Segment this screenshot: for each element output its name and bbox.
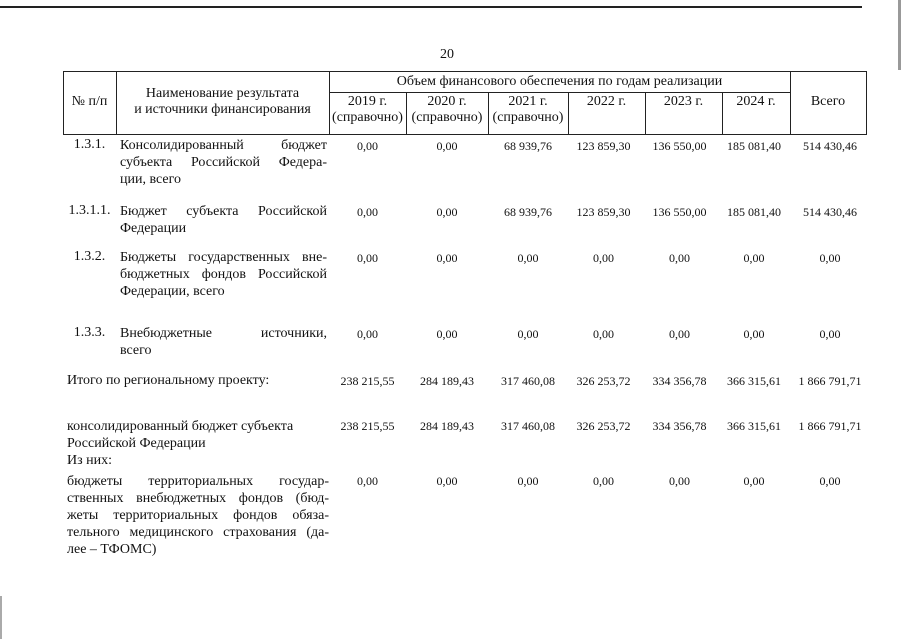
header-year-2020: [406, 94, 488, 126]
summary-label-line: Из них:: [67, 453, 113, 468]
row-label-line: Бюджет субъекта Российской: [120, 204, 327, 219]
value-2020: 0,00: [436, 139, 458, 153]
row-label-line: субъекта Российской Федера-: [120, 155, 327, 170]
header-col-name: [116, 86, 329, 118]
top-border-line: [0, 6, 862, 8]
header-col-total: Всего: [810, 94, 846, 109]
value-2020: 0,00: [436, 205, 458, 219]
header-year-note: (справочно): [411, 110, 483, 125]
summary-label-line: бюджеты территориальных государ-: [67, 474, 329, 489]
row-code: 1.3.2.: [73, 249, 106, 264]
summary-label-line: ственных внебюджетных фондов (бюд-: [67, 491, 329, 506]
value-2021: 317 460,08: [501, 374, 555, 388]
summary-label-line: консолидированный бюджет субъекта: [67, 419, 294, 434]
value-2022: 0,00: [593, 251, 614, 265]
value-total: 0,00: [819, 474, 841, 488]
header-year-2022: 2022 г.: [586, 94, 627, 109]
value-2022: 123 859,30: [576, 205, 631, 219]
header-year-note: (справочно): [492, 110, 564, 125]
value-2024: 0,00: [743, 474, 765, 488]
value-2024: 185 081,40: [727, 205, 781, 219]
value-2020: 284 189,43: [420, 419, 474, 433]
value-2023: 136 550,00: [652, 139, 707, 153]
value-2019: 0,00: [357, 474, 378, 488]
header-year-2023: 2023 г.: [663, 94, 704, 109]
value-2020: 0,00: [436, 474, 458, 488]
value-2020: 0,00: [436, 251, 458, 265]
header-col-name-line2: и источники финансирования: [134, 102, 311, 117]
header-year: 2019 г.: [347, 94, 388, 109]
row-code: 1.3.1.1.: [68, 203, 111, 218]
value-2024: 0,00: [743, 251, 765, 265]
value-2021: 0,00: [517, 327, 539, 341]
header-col-number: № п/п: [71, 94, 108, 109]
value-2019: 0,00: [357, 139, 378, 153]
value-2021: 0,00: [517, 251, 539, 265]
value-2022: 326 253,72: [576, 374, 631, 388]
row-label-line: Федерации, всего: [120, 284, 225, 299]
header-year-2019: [329, 94, 406, 126]
row-label-line: Федерации: [120, 221, 187, 236]
row-label: [120, 325, 327, 359]
value-2021: 68 939,76: [504, 139, 552, 153]
value-2023: 0,00: [669, 327, 690, 341]
value-2023: 0,00: [669, 474, 690, 488]
value-2022: 326 253,72: [576, 419, 631, 433]
value-2022: 123 859,30: [576, 139, 631, 153]
value-2022: 0,00: [593, 474, 614, 488]
value-2023: 334 356,78: [652, 419, 707, 433]
row-label-line: всего: [120, 343, 152, 358]
value-2021: 0,00: [517, 474, 539, 488]
row-label: [120, 203, 327, 237]
page-number: 20: [440, 47, 454, 62]
header-border: [866, 72, 867, 134]
row-label-line: бюджетных фондов Российской: [120, 267, 327, 282]
value-2020: 0,00: [436, 327, 458, 341]
row-code: 1.3.3.: [73, 325, 106, 340]
header-group-title: Объем финансового обеспечения по годам реализации: [396, 74, 723, 89]
row-label-line: ции, всего: [120, 172, 181, 187]
value-2020: 284 189,43: [420, 374, 474, 388]
value-total: 514 430,46: [803, 139, 857, 153]
value-total: 1 866 791,71: [798, 374, 862, 388]
value-2021: 317 460,08: [501, 419, 555, 433]
header-col-name-line1: Наименование результата: [145, 86, 300, 101]
header-border: [329, 92, 790, 93]
value-2019: 238 215,55: [340, 419, 395, 433]
value-2019: 0,00: [357, 251, 378, 265]
value-2019: 238 215,55: [340, 374, 395, 388]
table-header: [63, 71, 867, 135]
value-total: 514 430,46: [803, 205, 857, 219]
summary-label-line: Российской Федерации: [67, 436, 206, 451]
summary-label: [67, 473, 329, 558]
value-2023: 0,00: [669, 251, 690, 265]
value-2024: 366 315,61: [727, 374, 781, 388]
row-code: 1.3.1.: [73, 137, 106, 152]
value-2024: 185 081,40: [727, 139, 781, 153]
summary-label-line: тельного медицинского страхования (да-: [67, 525, 329, 540]
header-year-note: (справочно): [332, 110, 403, 125]
value-2021: 68 939,76: [504, 205, 552, 219]
header-year-2021: [488, 94, 568, 126]
value-2024: 366 315,61: [727, 419, 781, 433]
header-year: 2020 г.: [427, 94, 467, 109]
summary-label-line: жеты территориальных фондов обяза-: [67, 508, 329, 523]
row-label-line: Бюджеты государственных вне-: [120, 250, 327, 265]
value-2023: 136 550,00: [652, 205, 707, 219]
header-year-2024: 2024 г.: [736, 94, 776, 109]
header-year: 2021 г.: [508, 94, 548, 109]
value-2019: 0,00: [357, 327, 378, 341]
value-2023: 334 356,78: [652, 374, 707, 388]
value-2022: 0,00: [593, 327, 614, 341]
summary-label-line: лее – ТФОМС): [67, 542, 157, 557]
scan-edge-mark-left: [0, 596, 2, 639]
value-total: 0,00: [819, 251, 841, 265]
summary-label: Итого по региональному проекту:: [67, 373, 270, 388]
scan-edge-mark: [898, 0, 901, 70]
row-label-line: Консолидированный бюджет: [120, 138, 327, 153]
value-total: 1 866 791,71: [798, 419, 862, 433]
row-label: [120, 137, 327, 188]
value-2024: 0,00: [743, 327, 765, 341]
summary-label: [67, 418, 329, 469]
row-label: [120, 249, 327, 300]
value-2019: 0,00: [357, 205, 378, 219]
row-label-line: Внебюджетные источники,: [120, 326, 327, 341]
value-total: 0,00: [819, 327, 841, 341]
